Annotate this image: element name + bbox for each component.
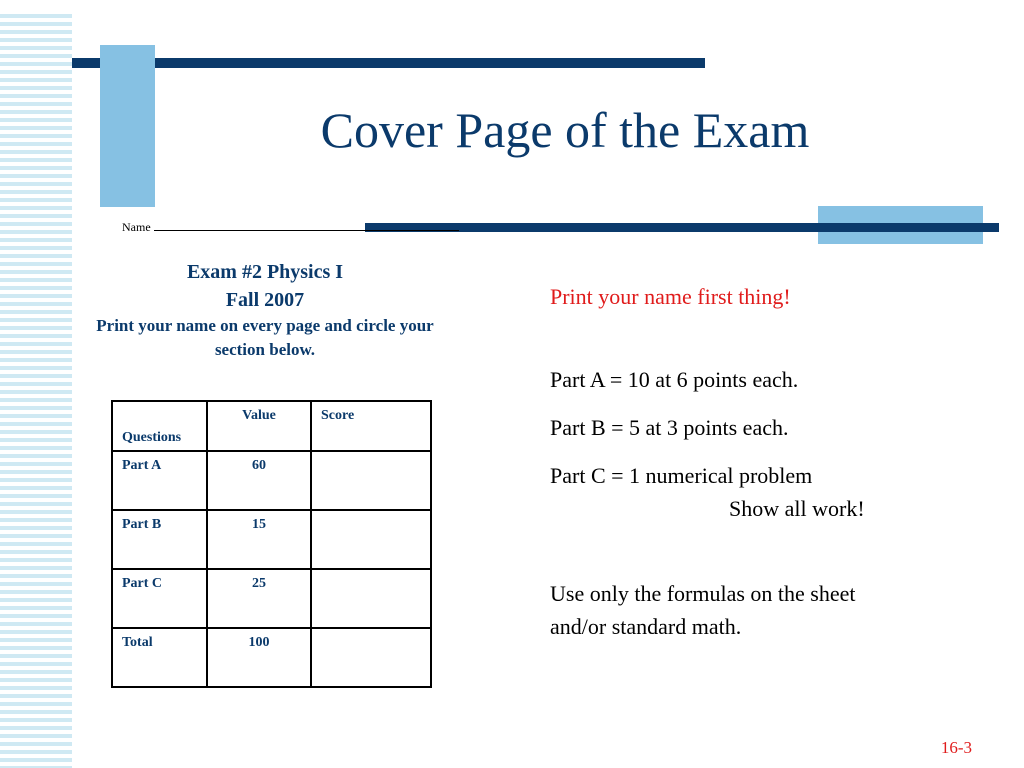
table-row [112, 569, 431, 628]
exam-instruction-line2: section below. [214, 340, 316, 359]
slide-number: 16-3 [940, 738, 972, 757]
left-decorative-block [100, 45, 155, 207]
instruction-part-b: Part B = 5 at 3 points each. [550, 415, 789, 440]
table-row [112, 510, 431, 569]
row-value: 25 [207, 569, 311, 628]
exam-term: Fall 2007 [225, 289, 305, 311]
row-score [311, 569, 431, 628]
instruction-show-work: Show all work! [729, 496, 865, 521]
score-table [111, 400, 432, 688]
header-value: Value [207, 401, 311, 451]
table-row [112, 628, 431, 687]
row-score [311, 451, 431, 510]
header-questions: Questions [112, 401, 207, 451]
row-score [311, 628, 431, 687]
row-score [311, 510, 431, 569]
middle-decorative-bar [365, 223, 999, 232]
instruction-formulas-line2: and/or standard math. [550, 614, 742, 639]
instruction-print-name: Print your name first thing! [550, 284, 791, 309]
exam-instruction-line1: Print your name on every page and circle your [96, 316, 434, 335]
slide-title: Cover Page of the Exam [320, 102, 810, 158]
instruction-part-a: Part A = 10 at 6 points each. [550, 367, 799, 392]
row-question: Part B [112, 510, 207, 569]
instruction-part-c: Part C = 1 numerical problem [550, 463, 813, 488]
row-value: 60 [207, 451, 311, 510]
instructions-panel [550, 280, 990, 643]
table-row [112, 451, 431, 510]
name-label: Name [122, 220, 151, 234]
exam-title: Exam #2 Physics I [186, 261, 344, 283]
row-value: 100 [207, 628, 311, 687]
row-value: 15 [207, 510, 311, 569]
row-question: Part A [112, 451, 207, 510]
name-field [122, 220, 459, 235]
name-blank-line [154, 221, 459, 231]
instruction-formulas-line1: Use only the formulas on the sheet [550, 581, 856, 606]
table-header-row [112, 401, 431, 451]
striped-border-decoration [0, 14, 72, 768]
top-decorative-bar [72, 58, 705, 68]
exam-header [60, 258, 470, 362]
header-score: Score [311, 401, 431, 451]
row-question: Part C [112, 569, 207, 628]
row-question: Total [112, 628, 207, 687]
